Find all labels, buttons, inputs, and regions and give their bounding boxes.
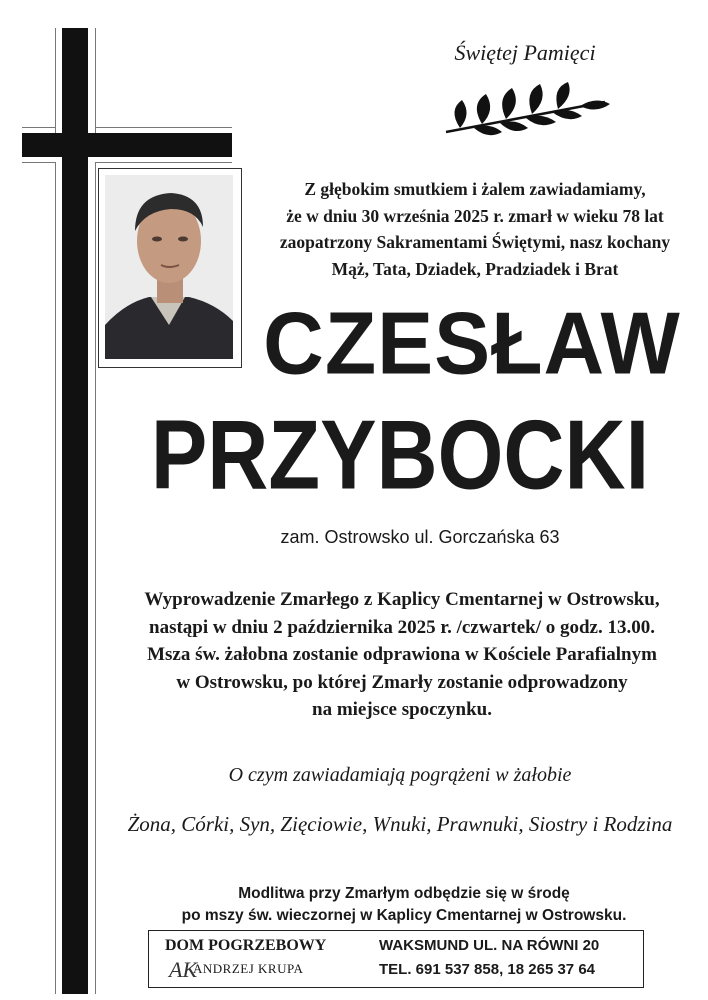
funeral-line: w Ostrowsku, po której Zmarły zostanie odprowadzony bbox=[176, 671, 628, 693]
funeral-line: Wyprowadzenie Zmarłego z Kaplicy Cmentarnej w Ostrowsku, bbox=[144, 589, 660, 610]
portrait-frame bbox=[98, 168, 242, 368]
cross-outline bbox=[95, 162, 232, 163]
cross-outline bbox=[95, 127, 232, 128]
cross-outline bbox=[22, 162, 55, 163]
cross-outline bbox=[22, 127, 55, 128]
cross-outline bbox=[55, 162, 56, 994]
cross-outline bbox=[55, 28, 56, 133]
announcement-line: że w dniu 30 września 2025 r. zmarł w wieku 78 lat bbox=[286, 205, 664, 226]
cross-vertical-beam bbox=[62, 28, 88, 994]
deceased-address: zam. Ostrowsko ul. Gorczańska 63 bbox=[280, 527, 560, 547]
funeral-line: na miejsce spoczynku. bbox=[312, 699, 492, 720]
funeral-home-phone: TEL. 691 537 858, 18 265 37 64 bbox=[379, 961, 595, 978]
memorial-title: Świętej Pamięci bbox=[454, 40, 596, 65]
deceased-last-name: PRZYBOCKI bbox=[150, 399, 650, 510]
funeral-home-logo: AK bbox=[169, 957, 198, 982]
portrait-photo bbox=[105, 175, 233, 359]
cross-outline bbox=[95, 28, 96, 133]
cross-horizontal-beam bbox=[22, 133, 232, 157]
announcement-line: Mąż, Tata, Dziadek, Pradziadek i Brat bbox=[331, 258, 619, 279]
funeral-line: Msza św. żałobna zostanie odprawiona w Kościele Parafialnym bbox=[147, 644, 657, 665]
deceased-first-name: CZESŁAW bbox=[263, 293, 681, 393]
announcement-line: Z głębokim smutkiem i żalem zawiadamiamy, bbox=[304, 179, 646, 199]
prayer-line: po mszy św. wieczornej w Kaplicy Cmentarnej w Ostrowsku. bbox=[181, 907, 627, 924]
funeral-home-owner: ANDRZEJ KRUPA bbox=[193, 961, 304, 976]
announcement-line: zaopatrzony Sakramentami Świętymi, nasz kochany bbox=[279, 232, 671, 252]
funeral-home-address: WAKSMUND UL. NA RÓWNI 20 bbox=[379, 937, 600, 954]
announcement-text bbox=[252, 176, 698, 282]
prayer-line: Modlitwa przy Zmarłym odbędzie się w środę bbox=[238, 885, 570, 902]
funeral-details bbox=[102, 586, 702, 724]
prayer-info bbox=[100, 883, 708, 927]
funeral-home-box bbox=[148, 930, 644, 988]
funeral-line: nastąpi w dniu 2 października 2025 r. /czwartek/ o godz. 13.00. bbox=[149, 616, 655, 638]
funeral-home-name: DOM POGRZEBOWY bbox=[165, 937, 327, 954]
cross-outline bbox=[95, 162, 96, 994]
family-list: Żona, Córki, Syn, Zięciowie, Wnuki, Prawnuki, Siostry i Rodzina bbox=[127, 812, 673, 836]
laurel-branch-icon bbox=[440, 80, 620, 140]
mourners-notice: O czym zawiadamiają pogrążeni w żałobie bbox=[228, 764, 572, 786]
